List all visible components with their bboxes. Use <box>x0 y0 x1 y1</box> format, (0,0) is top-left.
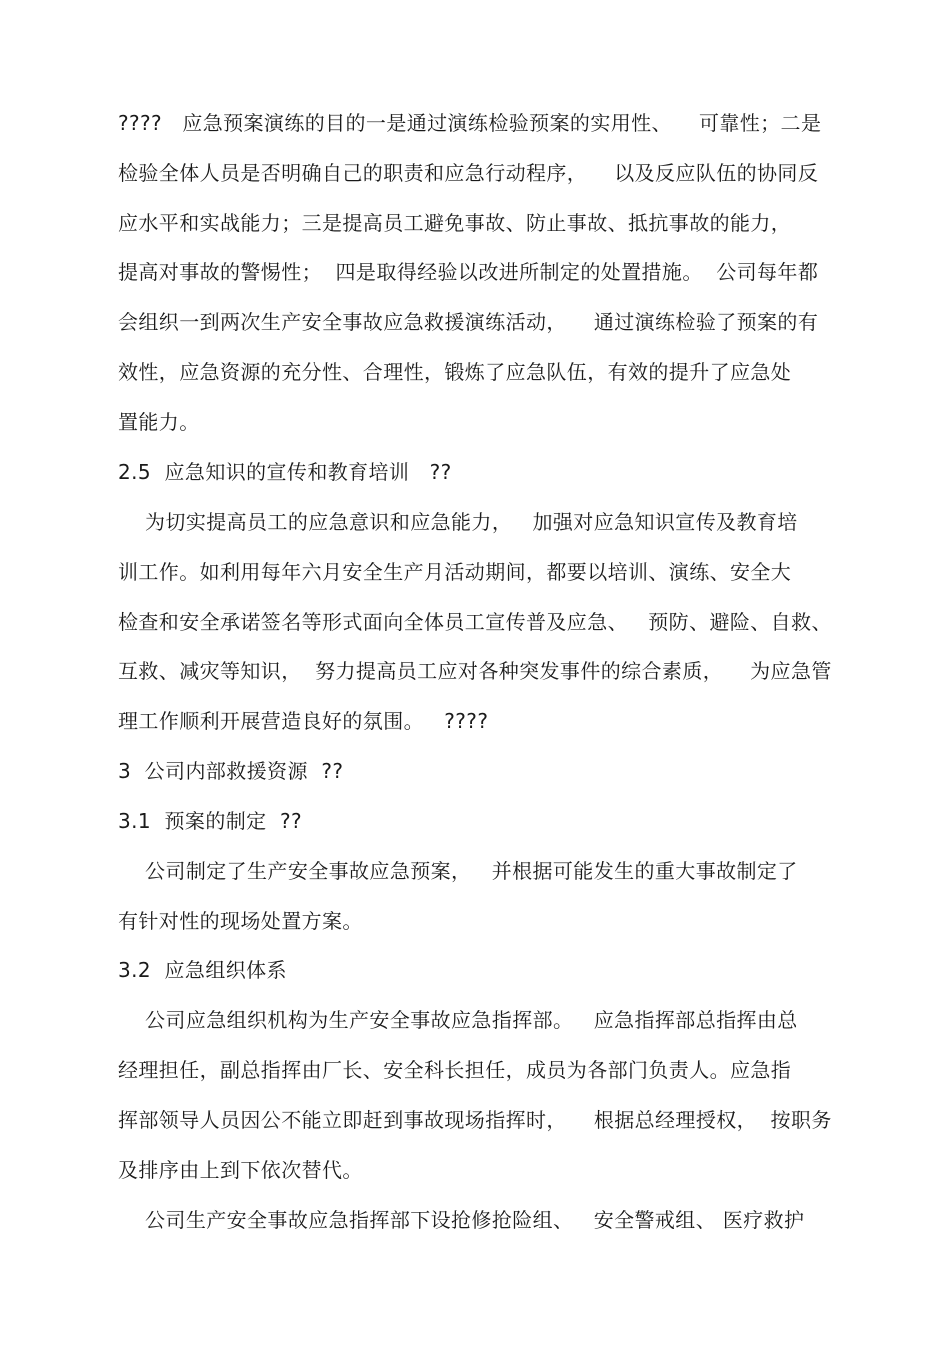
paragraph-line: 应水平和实战能力；三是提高员工避免事故、防止事故、抵抗事故的能力， <box>118 211 792 235</box>
paragraph-line: 经理担任，副总指挥由厂长、安全科长担任，成员为各部门负责人。应急指 <box>118 1058 792 1082</box>
paragraph-line: 理工作顺利开展营造良好的氛围。 ???? <box>118 709 489 733</box>
paragraph-line: 置能力。 <box>118 410 200 434</box>
paragraph-line: 有针对性的现场处置方案。 <box>118 909 363 933</box>
paragraph-line: 提高对事故的警惕性； 四是取得经验以改进所制定的处置措施。 公司每年都 <box>118 260 819 284</box>
paragraph-line: 及排序由上到下依次替代。 <box>118 1158 363 1182</box>
section-heading: 3 公司内部救援资源 ?? <box>118 759 344 783</box>
section-heading: 3.1 预案的制定 ?? <box>118 809 303 833</box>
section-heading: 2.5 应急知识的宣传和教育培训 ?? <box>118 460 452 484</box>
paragraph-line: 检查和安全承诺签名等形式面向全体员工宣传普及应急、 预防、避险、自救、 <box>118 610 832 634</box>
paragraph-line: 会组织一到两次生产安全事故应急救援演练活动， 通过演练检验了预案的有 <box>118 310 819 334</box>
paragraph-line: 公司生产安全事故应急指挥部下设抢修抢险组、 安全警戒组、 医疗救护 <box>118 1208 805 1232</box>
paragraph-line: 为切实提高员工的应急意识和应急能力， 加强对应急知识宣传及教育培 <box>118 510 798 534</box>
paragraph-line: 训工作。如利用每年六月安全生产月活动期间，都要以培训、演练、安全大 <box>118 560 792 584</box>
paragraph-line: 挥部领导人员因公不能立即赶到事故现场指挥时， 根据总经理授权， 按职务 <box>118 1108 832 1132</box>
paragraph-line: ???? 应急预案演练的目的一是通过演练检验预案的实用性、 可靠性；二是 <box>118 111 822 135</box>
section-heading: 3.2 应急组织体系 <box>118 958 287 982</box>
paragraph-line: 公司制定了生产安全事故应急预案， 并根据可能发生的重大事故制定了 <box>118 859 798 883</box>
paragraph-line: 公司应急组织机构为生产安全事故应急指挥部。 应急指挥部总指挥由总 <box>118 1008 798 1032</box>
paragraph-line: 效性，应急资源的充分性、合理性，锻炼了应急队伍，有效的提升了应急处 <box>118 360 792 384</box>
paragraph-line: 检验全体人员是否明确自己的职责和应急行动程序， 以及反应队伍的协同反 <box>118 161 819 185</box>
paragraph-line: 互救、减灾等知识， 努力提高员工应对各种突发事件的综合素质， 为应急管 <box>118 659 832 683</box>
